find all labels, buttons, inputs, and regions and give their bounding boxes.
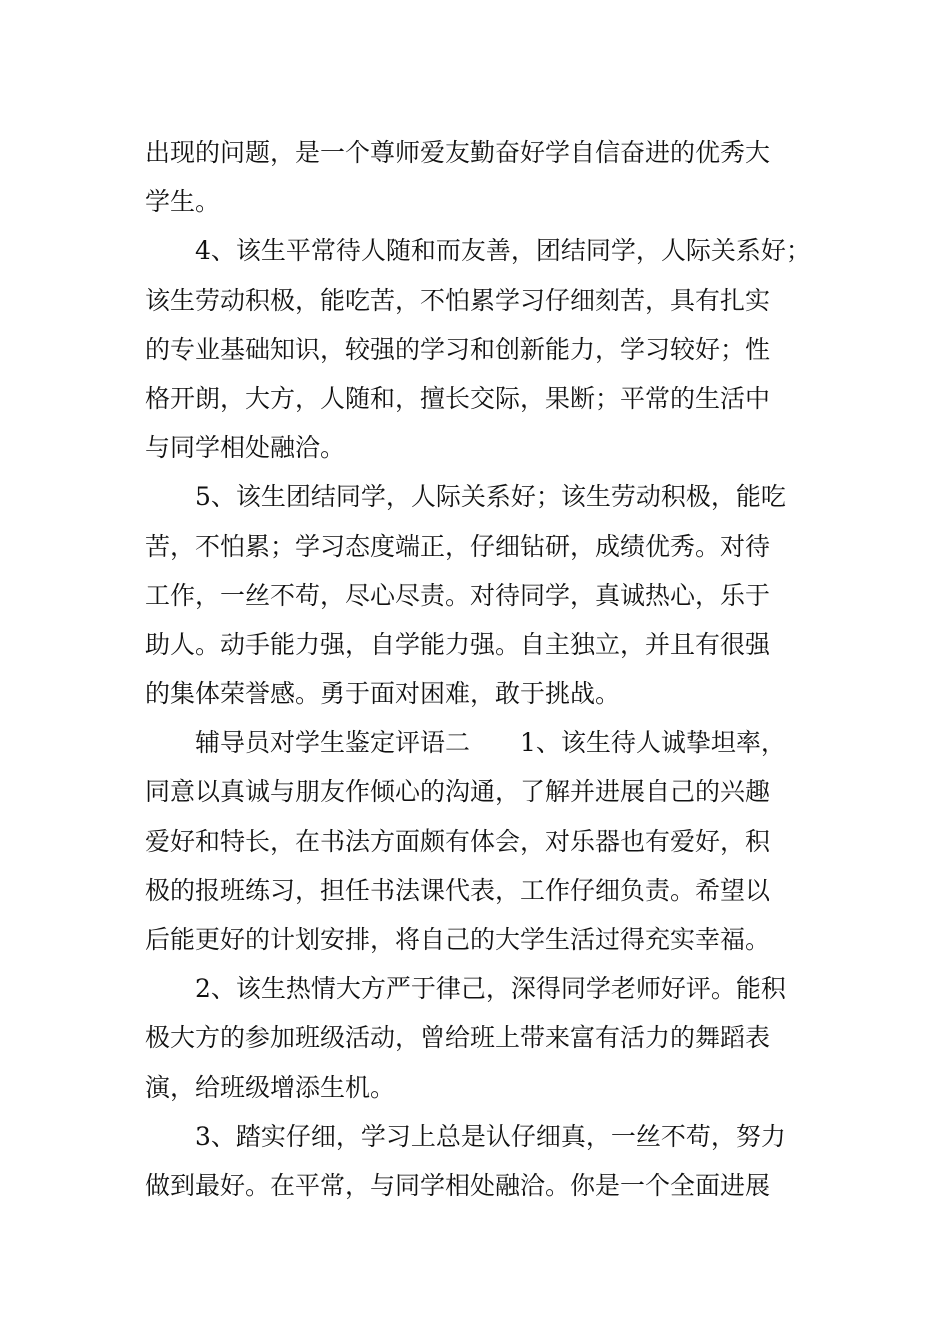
text-line: 的专业基础知识，较强的学习和创新能力，学习较好；性 xyxy=(145,334,771,364)
text-line: 的集体荣誉感。勇于面对困难，敢于挑战。 xyxy=(145,679,621,709)
text-line: 格开朗，大方，人随和，擅长交际，果断；平常的生活中 xyxy=(145,383,771,413)
text-line: 助人。动手能力强，自学能力强。自主独立，并且有很强 xyxy=(145,629,771,659)
text-line: 该生劳动积极，能吃苦，不怕累学习仔细刻苦，具有扎实 xyxy=(145,285,771,315)
text-line: 演，给班级增添生机。 xyxy=(145,1072,396,1102)
paragraph-start-line: 4、该生平常待人随和而友善，团结同学，人际关系好； xyxy=(195,236,811,266)
text-line: 与同学相处融洽。 xyxy=(145,433,346,463)
text-line: 做到最好。在平常，与同学相处融洽。你是一个全面进展 xyxy=(145,1170,771,1200)
text-line: 极大方的参加班级活动，曾给班上带来富有活力的舞蹈表 xyxy=(145,1023,771,1053)
text-line: 学生。 xyxy=(145,187,221,217)
text-line: 爱好和特长，在书法方面颇有体会，对乐器也有爱好，积 xyxy=(145,826,771,856)
text-line: 工作，一丝不苟，尽心尽责。对待同学，真诚热心，乐于 xyxy=(145,580,771,610)
paragraph-start-line: 5、该生团结同学，人际关系好；该生劳动积极，能吃 xyxy=(195,482,786,512)
body-text xyxy=(145,128,815,1210)
section-heading-line: 辅导员对学生鉴定评语二 1、该生待人诚挚坦率， xyxy=(195,728,786,758)
text-line: 出现的问题，是一个尊师爱友勤奋好学自信奋进的优秀大 xyxy=(145,138,771,167)
text-line: 苦，不怕累；学习态度端正，仔细钻研，成绩优秀。对待 xyxy=(145,531,771,561)
paragraph-start-line: 3、踏实仔细，学习上总是认仔细真，一丝不苟，努力 xyxy=(195,1121,786,1151)
paragraph-start-line: 2、该生热情大方严于律己，深得同学老师好评。能积 xyxy=(195,974,786,1004)
text-line: 极的报班练习，担任书法课代表，工作仔细负责。希望以 xyxy=(145,875,771,905)
text-line: 同意以真诚与朋友作倾心的沟通，了解并进展自己的兴趣 xyxy=(145,777,771,807)
text-line: 后能更好的计划安排，将自己的大学生活过得充实幸福。 xyxy=(145,925,771,954)
